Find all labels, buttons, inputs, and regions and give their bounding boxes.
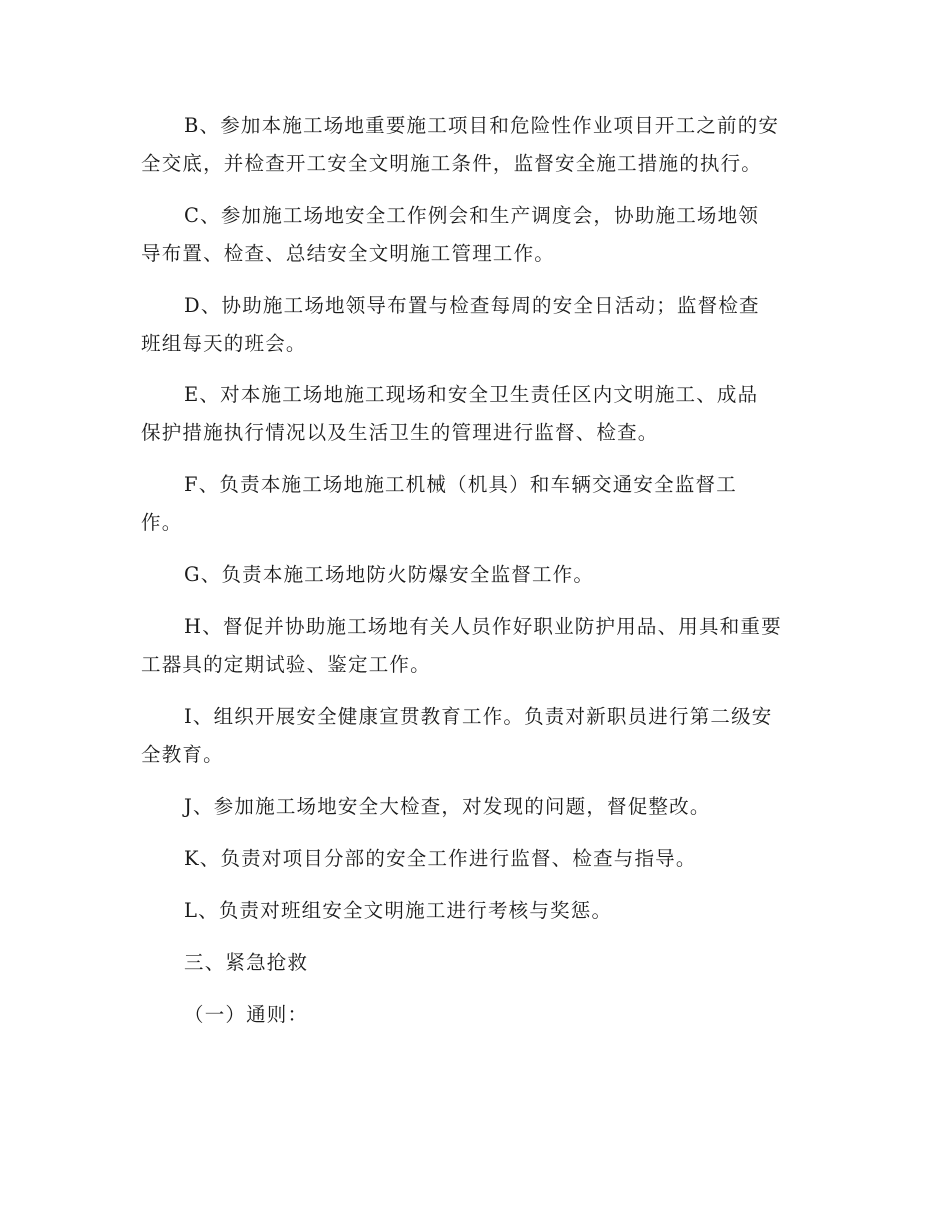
paragraph-line: E、对本施工场地施工现场和安全卫生责任区内文明施工、成品 <box>184 383 759 406</box>
paragraph-line: 导布置、检查、总结安全文明施工管理工作。 <box>141 242 556 265</box>
heading-line: 三、紧急抢救 <box>184 951 309 974</box>
paragraph-line: K、负责对项目分部的安全工作进行监督、检查与指导。 <box>184 847 697 870</box>
heading-line: （一）通则： <box>184 1003 309 1026</box>
paragraph-line: F、负责本施工场地施工机械（机具）和车辆交通安全监督工 <box>184 473 737 496</box>
paragraph-line: H、督促并协助施工场地有关人员作好职业防护用品、用具和重要 <box>184 615 782 638</box>
paragraph-line: 保护措施执行情况以及生活卫生的管理进行监督、检查。 <box>141 421 659 444</box>
paragraph-b <box>141 107 809 183</box>
paragraph-c <box>141 197 809 273</box>
paragraph-l <box>141 892 809 930</box>
paragraph-i <box>141 698 809 774</box>
paragraph-line: 全交底，并检查开工安全文明施工条件，监督安全施工措施的执行。 <box>141 152 763 175</box>
paragraph-h <box>141 608 809 684</box>
paragraph-line: C、参加施工场地安全工作例会和生产调度会，协助施工场地领 <box>184 204 760 227</box>
paragraph-line: 作。 <box>141 511 183 534</box>
paragraph-line: G、负责本施工场地防火防爆安全监督工作。 <box>184 563 595 586</box>
paragraph-e <box>141 376 809 452</box>
paragraph-line: 工器具的定期试验、鉴定工作。 <box>141 653 431 676</box>
paragraph-k <box>141 840 809 878</box>
subsection-heading <box>141 996 809 1034</box>
paragraph-d <box>141 287 809 363</box>
paragraph-line: J、参加施工场地安全大检查，对发现的问题，督促整改。 <box>184 795 711 818</box>
paragraph-line: D、协助施工场地领导布置与检查每周的安全日活动；监督检查 <box>184 294 760 317</box>
paragraph-f <box>141 466 809 542</box>
paragraph-line: 班组每天的班会。 <box>141 332 307 355</box>
section-heading <box>141 944 809 982</box>
paragraph-line: 全教育。 <box>141 743 224 766</box>
paragraph-line: I、组织开展安全健康宣贯教育工作。负责对新职员进行第二级安 <box>184 705 773 728</box>
paragraph-line: L、负责对班组安全文明施工进行考核与奖惩。 <box>184 899 613 922</box>
paragraph-j <box>141 788 809 826</box>
paragraph-g <box>141 556 809 594</box>
paragraph-line: B、参加本施工场地重要施工项目和危险性作业项目开工之前的安 <box>184 114 780 137</box>
